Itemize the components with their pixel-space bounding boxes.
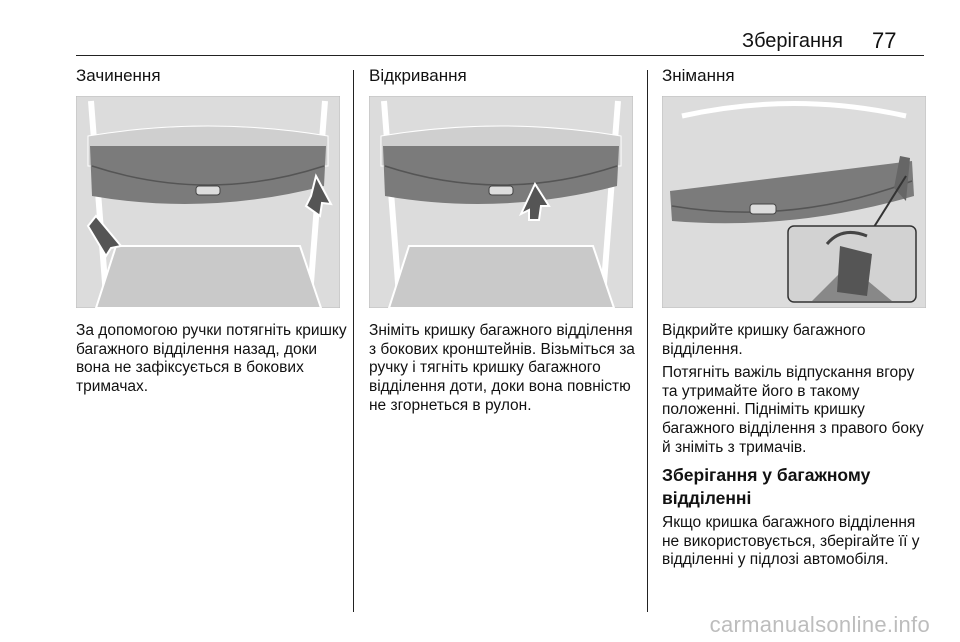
removal-text-1: Відкрийте кришку багажного відділення. — [662, 322, 866, 358]
opening-text: Зніміть кришку багажного відділення з бокових кронштейнів. Візьміться за ручку і тягніть кришку багажного відділення доти, доки вона повністю не згорнеться в рулон. — [369, 322, 635, 414]
illustration-removal — [662, 96, 926, 308]
header-rule — [76, 55, 924, 56]
storage-text: Якщо кришка багажного відділення не використовується, зберігайте її у відділенні у підлозі автомобіля. — [662, 514, 920, 569]
illustration-closing — [76, 96, 340, 308]
removal-text-2: Потягніть важіль відпускання вгору та утримайте його в такому положенні. Підніміть кришку багажного відділення з правого боку й зніміть з тримачів. — [662, 364, 924, 456]
subheading-storage: Зберігання у багажному відділенні — [662, 465, 871, 508]
page-header-title: Зберігання — [742, 30, 843, 52]
column-divider-1 — [353, 70, 354, 612]
section-title-opening: Відкривання — [369, 66, 467, 85]
page-number: 77 — [872, 28, 897, 53]
section-title-removal: Знімання — [662, 66, 735, 85]
watermark: carmanualsonline.info — [709, 612, 930, 637]
section-title-closing: Зачинення — [76, 66, 161, 85]
column-divider-2 — [647, 70, 648, 612]
illustration-opening — [369, 96, 633, 308]
closing-text: За допомогою ручки потягніть кришку багажного відділення назад, доки вона не зафіксується в бокових тримачах. — [76, 322, 347, 396]
